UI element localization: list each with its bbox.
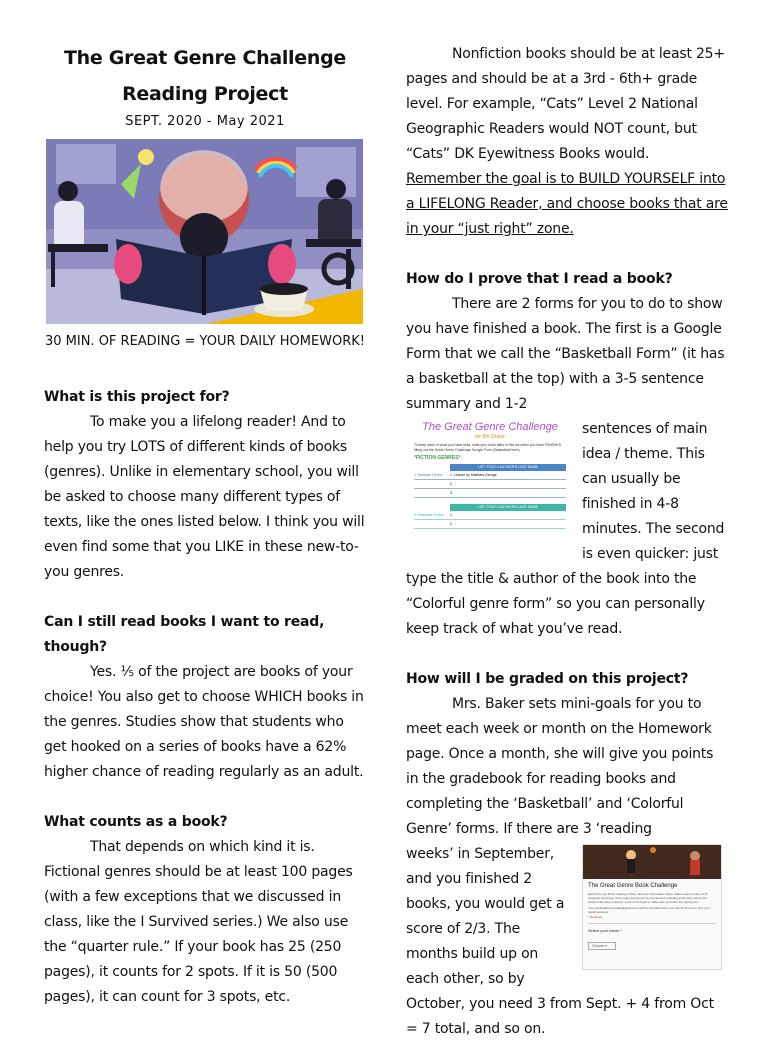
section-heading-purpose: What is this project for? (44, 389, 230, 405)
basketball-form-required-note: * Required (588, 915, 603, 919)
lifelong-reader-goal: Remember the goal is to BUILD YOURSELF into a LIFELONG Reader, and choose books that are in your “just right” zone. (406, 171, 728, 237)
basketball-form-description: Each time you finish reading a book, write the information below. Make sure to write a 3-5* sentence summary of the major events and 1-2 sentences including information about the book's main idea or theme. Look in the book to make sure you have the right genre. (588, 892, 708, 904)
reading-hero-illustration (46, 139, 363, 324)
genre-table-row: 2. (414, 480, 566, 489)
page-title-line2: Reading Project (122, 83, 288, 105)
genre-form-title: The Great Genre Challenge (422, 421, 558, 433)
section-body-graded-wrap: weeks’ in September, and you finished 2 books, you would get a score of 2/3. The months build up on each other, so by October, you need 3 from Sept. + 4 from Oct = 7 total, and so on. (406, 846, 714, 1037)
genre-form-section-label: *FICTION GENRES* (414, 455, 461, 461)
right-column (406, 42, 728, 1042)
coffee-cup-icon (254, 283, 314, 317)
nonfiction-text: Nonfiction books should be at least 25+ pages and should be at a 3rd - 6th+ grade level. For example, “Cats” Level 2 National Geographic Readers would NOT count, but “Cats” DK Eyewitness Books would. (406, 46, 725, 162)
genre-table-header-2: LIST TITLE // AUTHOR'S LAST NAME (450, 504, 566, 511)
page-title-line1: The Great Genre Challenge (64, 47, 346, 69)
basketball-form-email-note: Your email address (fake@gmail.com) will be recorded when you submit this form. Not you? Switch account (588, 906, 710, 914)
genre-table-row: 2. (414, 520, 566, 529)
genre-table-row: 2: Historical Fiction 1. (414, 511, 566, 520)
section-body-choice: Yes. ⅕ of the project are books of your choice! You also get to choose WHICH books in the genres. Studies show that students who get hooked on a series of books have a 62% higher chance of reading regularly as an adult. (44, 664, 364, 780)
basketball-header-image (583, 845, 721, 879)
basketball-form-dropdown[interactable]: Choose ▾ (588, 942, 616, 950)
section-body-prove-top: There are 2 forms for you to do to show you have finished a book. The first is a Google Form that we call the “Basketball Form” (it has a basketball at the top) with a 3-5 sentence summary and 1-2 (406, 296, 725, 412)
section-body-prove-wrap: sentences of main idea / theme. This can usually be finished in 4-8 minutes. The second is even quicker: just type the title & author of the book into the “Colorful genre form” so you can personally keep track of what you’ve read. (406, 421, 725, 637)
section-body-nonfiction (406, 42, 728, 242)
genre-table-row: 3. (414, 489, 566, 498)
section-heading-choice: Can I still read books I want to read, though? (44, 614, 325, 655)
reading-caption: 30 MIN. OF READING = YOUR DAILY HOMEWORK! (44, 334, 366, 349)
genre-table-header: LIST TITLE // AUTHOR'S LAST NAME (450, 464, 566, 471)
section-body-purpose: To make you a lifelong reader! And to help you try LOTS of different kinds of books (genres). Unlike in elementary school, you will be asked to choose many different types of texts, like the ones listed below. I think you will even find some that you LIKE in these new-to-you genres. (44, 414, 365, 580)
basketball-form-thumbnail (582, 844, 722, 970)
genre-table-row: 1: Realistic Fiction 1. Linsom by Matthew George (414, 471, 566, 480)
section-heading-counts: What counts as a book? (44, 814, 228, 830)
genre-form-intro: To keep track of what you have read, write your book titles in this list when you have FINISHED filling out the Great Genre Challenge Google Form (Basketball form). (414, 443, 562, 452)
section-heading-graded: How will I be graded on this project? (406, 671, 689, 687)
basketball-form-question: Select your name * (588, 928, 622, 933)
section-heading-prove: How do I prove that I read a book? (406, 271, 673, 287)
section-body-counts: That depends on which kind it is. Fictional genres should be at least 100 pages (with a few exceptions that we discussed in class, like the I Survived series.) We also use the “quarter rule.” If your book has 25 (250 pages), it counts for 2 spots. If it is 50 (500 pages), it can count for 3 spots, etc. (44, 839, 353, 1005)
genre-form-subtitle: for 6th Grade (475, 434, 505, 440)
section-body-graded-top: Mrs. Baker sets mini-goals for you to meet each week or month on the Homework page. Once a month, she will give you points in the gradebook for reading books and completing the ‘Basketball’ and ‘Colorful Genre’ forms. If there are 3 ‘reading (406, 696, 714, 837)
project-dates: SEPT. 2020 - May 2021 (125, 114, 285, 129)
left-column (44, 40, 366, 1010)
colorful-genre-form-thumbnail (410, 421, 570, 553)
basketball-form-title: The Great Genre Book Challenge (588, 883, 678, 889)
chevron-down-icon: ▾ (605, 944, 607, 948)
